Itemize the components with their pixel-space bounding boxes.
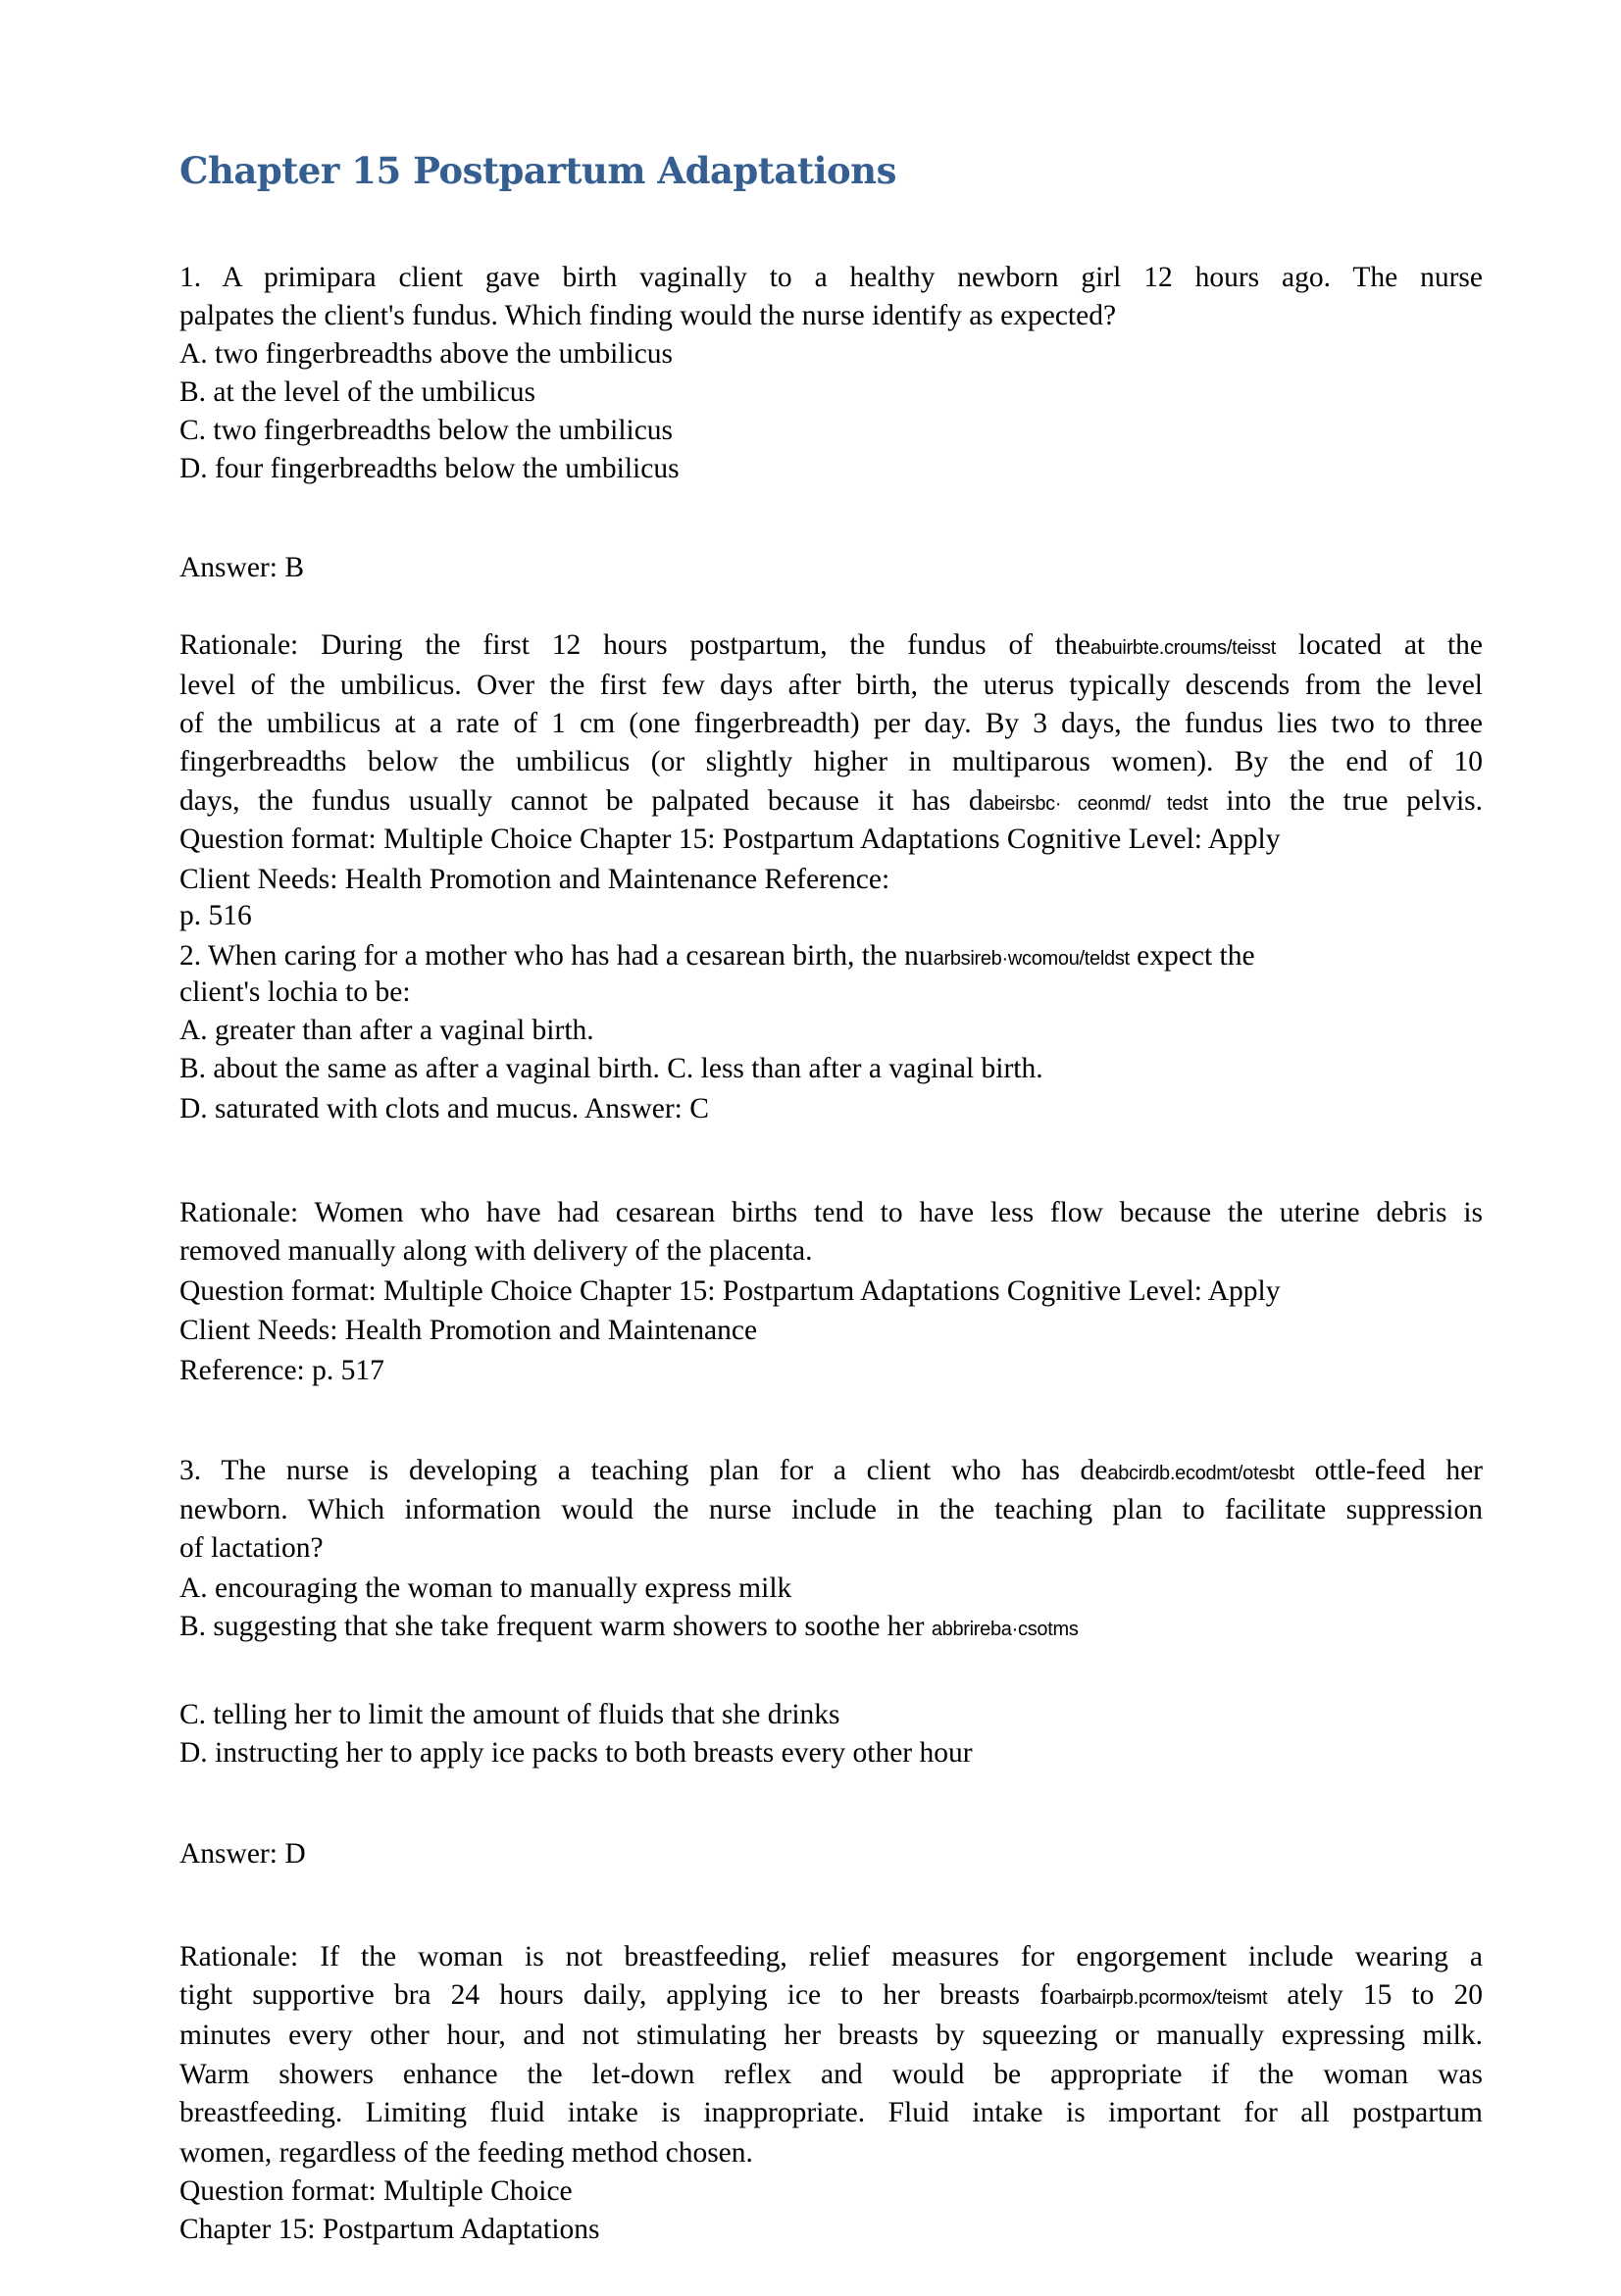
text-line: Reference: p. 517	[179, 1355, 384, 1386]
text-segment: Rationale: During the first 12 hours postpartum, the fundus of the	[179, 629, 1090, 661]
text-line: of the umbilicus at a rate of 1 cm (one fingerbreadth) per day. By 3 days, the fundus lies two to three	[179, 708, 1483, 739]
text-line: D. instructing her to apply ice packs to both breasts every other hour	[179, 1737, 973, 1769]
text-line: breastfeeding. Limiting fluid intake is inappropriate. Fluid intake is important for all postpartum	[179, 2097, 1483, 2128]
text-line: client's lochia to be:	[179, 976, 411, 1008]
text-line: 1. A primipara client gave birth vaginally to a healthy newborn girl 12 hours ago. The nurse	[179, 262, 1483, 293]
text-segment: ottle-feed her	[1293, 1455, 1483, 1486]
text-line: women, regardless of the feeding method chosen.	[179, 2137, 753, 2169]
text-segment: into the true pelvis.	[1207, 785, 1483, 817]
text-line: D. saturated with clots and mucus. Answer: C	[179, 1093, 709, 1124]
text-segment: tight supportive bra 24 hours daily, applying ice to her breasts fo	[179, 1979, 1064, 2011]
text-line: C. telling her to limit the amount of fluids that she drinks	[179, 1699, 840, 1730]
text-line: removed manually along with delivery of the placenta.	[179, 1235, 813, 1267]
watermark-text-fragment: arbsireb·wcomou/teldst	[933, 948, 1130, 970]
text-line: minutes every other hour, and not stimulating her breasts by squeezing or manually expressing milk.	[179, 2020, 1483, 2051]
text-line	[179, 625, 1483, 668]
text-line: Question format: Multiple Choice Chapter 15: Postpartum Adaptations Cognitive Level: Apply	[179, 824, 1281, 855]
text-line: of lactation?	[179, 1532, 324, 1564]
text-line: Question format: Multiple Choice Chapter 15: Postpartum Adaptations Cognitive Level: Apply	[179, 1275, 1281, 1307]
text-line: p. 516	[179, 900, 252, 931]
text-line	[179, 1451, 1483, 1493]
text-line: A. encouraging the woman to manually express milk	[179, 1572, 792, 1604]
text-line	[179, 1607, 1483, 1649]
text-line: fingerbreadths below the umbilicus (or slightly higher in multiparous women). By the end of 10	[179, 746, 1483, 777]
watermark-text-fragment: abcirdb.ecodmt/otesbt	[1107, 1463, 1294, 1484]
text-line: level of the umbilicus. Over the first few days after birth, the uterus typically descends from the level	[179, 670, 1483, 701]
text-segment: located at the	[1275, 629, 1483, 661]
text-line: Answer: D	[179, 1838, 306, 1870]
text-line: Warm showers enhance the let-down reflex and would be appropriate if the woman was	[179, 2059, 1483, 2090]
text-line: Question format: Multiple Choice	[179, 2175, 573, 2207]
text-line: B. at the level of the umbilicus	[179, 376, 535, 408]
watermark-text-fragment: abbrireba·csotms	[931, 1619, 1079, 1640]
text-line: Rationale: Women who have had cesarean births tend to have less flow because the uterine debris is	[179, 1197, 1483, 1228]
text-line: C. two fingerbreadths below the umbilicus	[179, 415, 674, 446]
text-segment: B. suggesting that she take frequent warm showers to soothe her	[179, 1611, 932, 1642]
text-line	[179, 781, 1483, 824]
text-segment: expect the	[1129, 940, 1255, 972]
page-title: Chapter 15 Postpartum Adaptations	[179, 149, 896, 192]
text-line	[179, 1975, 1483, 2018]
text-line: Client Needs: Health Promotion and Maintenance	[179, 1315, 758, 1346]
text-segment: ately 15 to 20	[1267, 1979, 1483, 2011]
text-line: palpates the client's fundus. Which finding would the nurse identify as expected?	[179, 300, 1117, 331]
watermark-text-fragment: abuirbte.croums/teisst	[1089, 637, 1276, 659]
text-line: Rationale: If the woman is not breastfeeding, relief measures for engorgement include wearing a	[179, 1941, 1483, 1972]
text-line: D. four fingerbreadths below the umbilicus	[179, 453, 680, 484]
watermark-text-fragment: arbairpb.pcormox/teismt	[1063, 1987, 1268, 2009]
text-segment: days, the fundus usually cannot be palpated because it has d	[179, 785, 984, 817]
text-segment: 2. When caring for a mother who has had a cesarean birth, the nu	[179, 940, 934, 972]
text-line: B. about the same as after a vaginal birth. C. less than after a vaginal birth.	[179, 1053, 1043, 1084]
text-line: Client Needs: Health Promotion and Maintenance Reference:	[179, 864, 890, 895]
text-line: Chapter 15: Postpartum Adaptations	[179, 2214, 600, 2245]
text-line: A. two fingerbreadths above the umbilicus	[179, 338, 674, 370]
text-line: A. greater than after a vaginal birth.	[179, 1015, 594, 1046]
text-segment: 3. The nurse is developing a teaching plan for a client who has de	[179, 1455, 1108, 1486]
watermark-text-fragment: abeirsbc· ceonmd/ tedst	[983, 793, 1208, 815]
text-line: newborn. Which information would the nurse include in the teaching plan to facilitate suppression	[179, 1494, 1483, 1525]
text-line: Answer: B	[179, 552, 305, 583]
